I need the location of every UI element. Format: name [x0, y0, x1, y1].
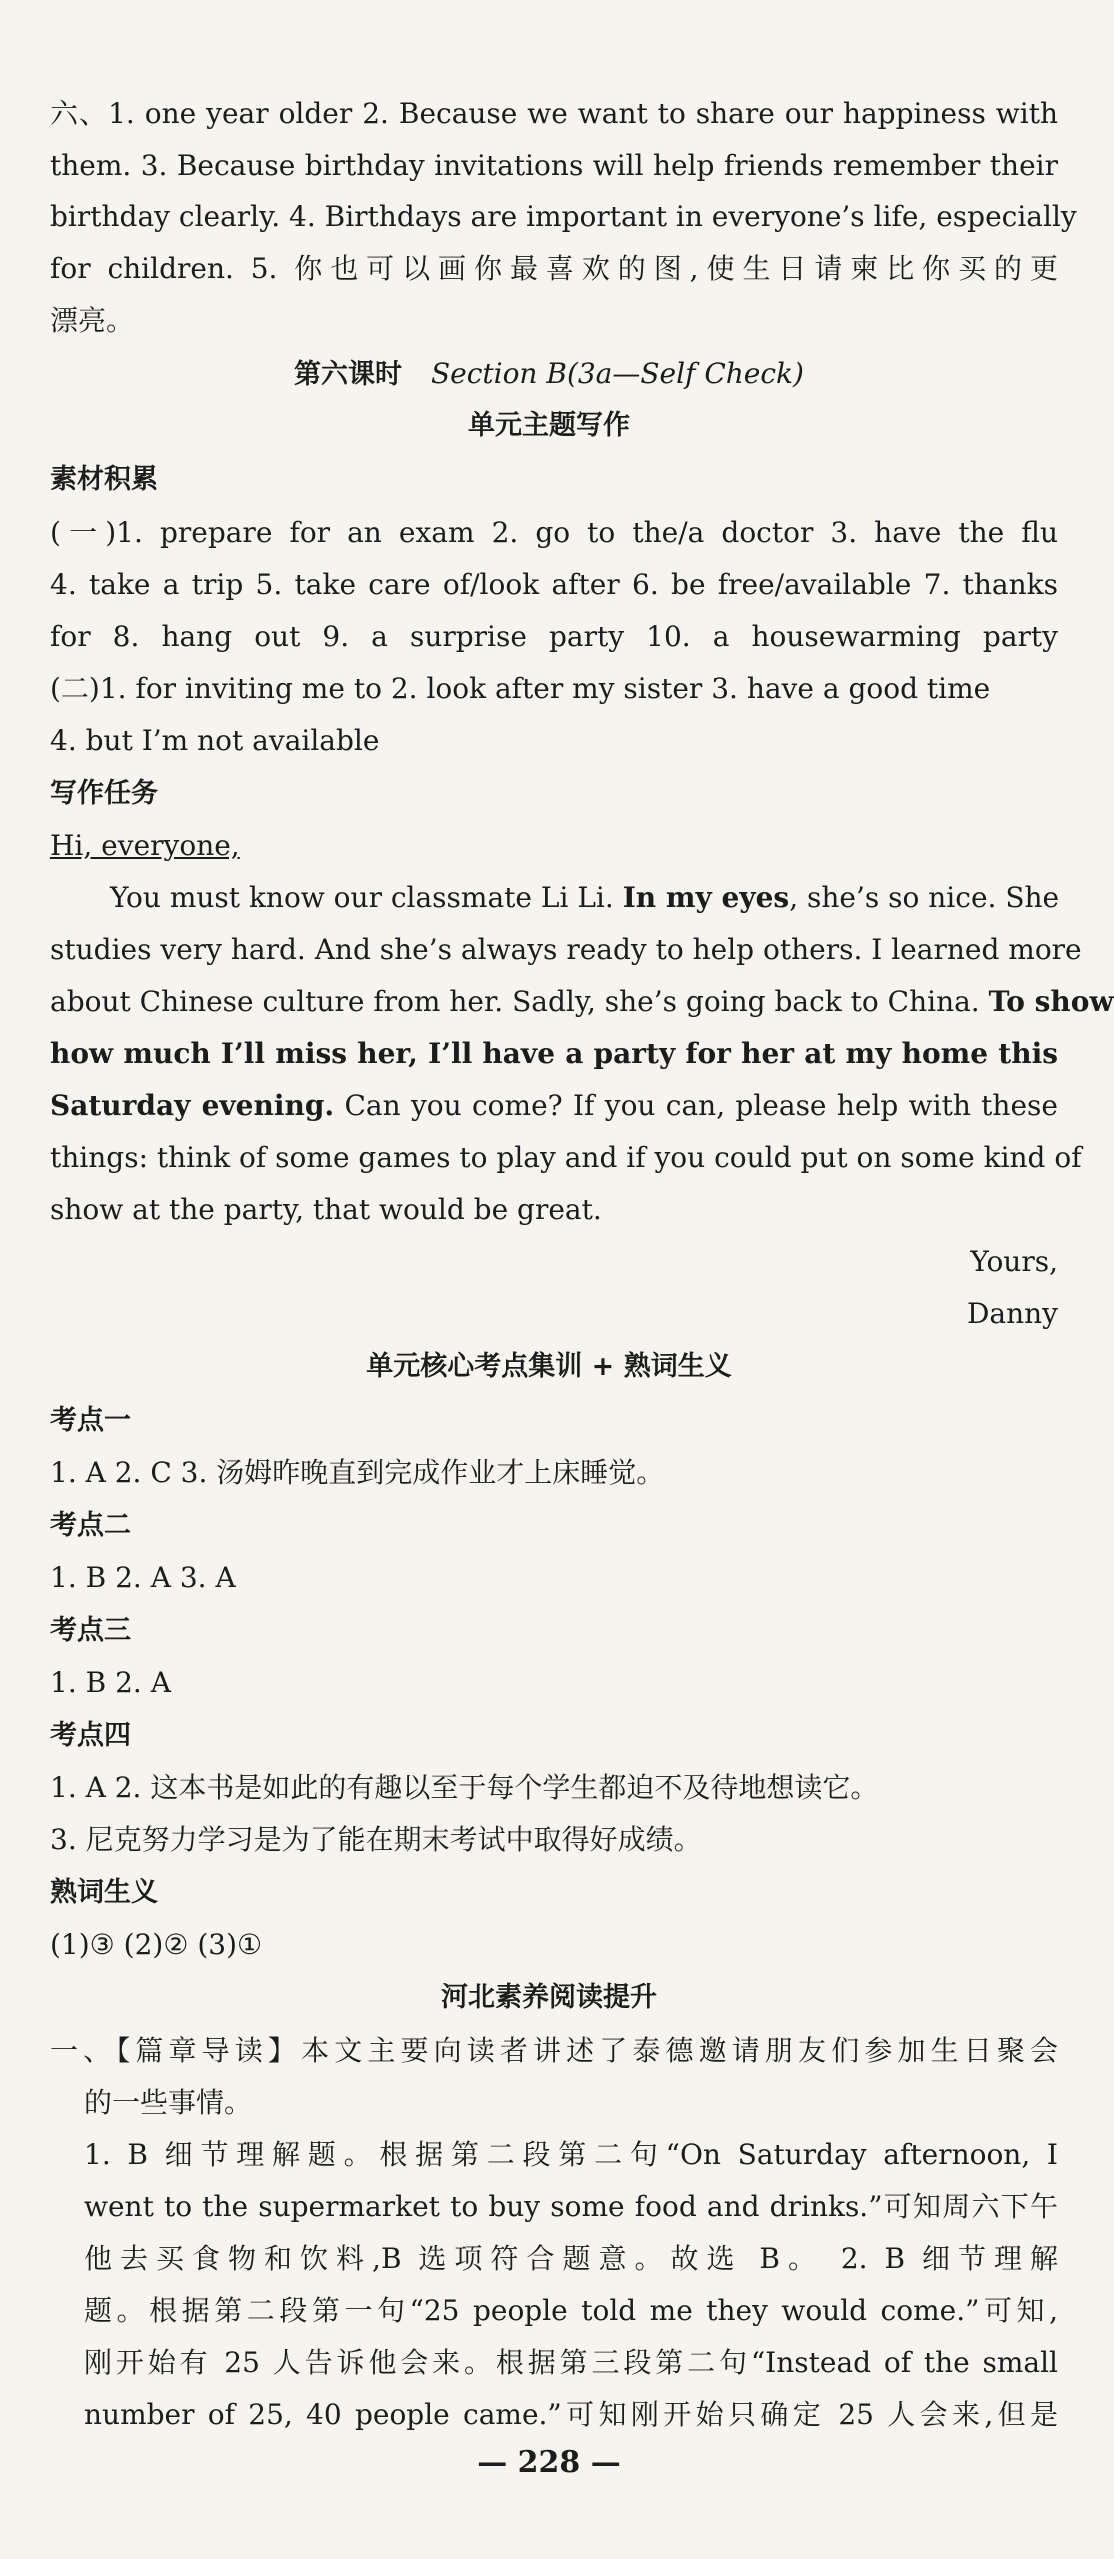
answer-line: 1. A 2. C 3. 汤姆昨晚直到完成作业才上床睡觉。 — [50, 1456, 665, 1489]
answer-line: (二)1. for inviting me to 2. look after my sister 3. have a good time — [50, 672, 991, 705]
lesson-section: Section B(3a—Self Check) — [430, 357, 804, 390]
subsection-title: 考点三 — [50, 1615, 131, 1646]
letter-text: , she’s so nice. She — [789, 881, 1060, 914]
answer-line: 1. B 细节理解题。根据第二段第二句“On Saturday afternoon, I — [84, 2138, 1058, 2171]
answer-line: 1. A 2. 这本书是如此的有趣以至于每个学生都迫不及待地想读它。 — [50, 1771, 879, 1804]
letter-line: things: think of some games to play and if you could put on some kind of — [50, 1141, 1082, 1174]
letter-greeting: Hi, everyone, — [50, 829, 240, 862]
answer-line: 1. B 2. A — [50, 1666, 171, 1699]
answer-line: went to the supermarket to buy some food and drinks.”可知周六下午 — [84, 2190, 1058, 2223]
letter-bold-text: To show — [988, 985, 1114, 1018]
answer-line: 六、1. one year older 2. Because we want to share our happiness with — [50, 97, 1058, 130]
answer-line: 4. take a trip 5. take care of/look after 6. be free/available 7. thanks — [50, 568, 1058, 601]
answer-line: birthday clearly. 4. Birthdays are important in everyone’s life, especially — [50, 200, 1077, 233]
letter-text: about Chinese culture from her. Sadly, she’s going back to China. — [50, 985, 980, 1018]
subsection-title: 熟词生义 — [50, 1877, 158, 1908]
answer-line: for 8. hang out 9. a surprise party 10. a housewarming party — [50, 620, 1058, 653]
answer-line: 1. B 2. A 3. A — [50, 1561, 236, 1594]
answer-line: 4. but I’m not available — [50, 724, 380, 757]
answer-line: 3. 尼克努力学习是为了能在期末考试中取得好成绩。 — [50, 1823, 702, 1856]
letter-line: studies very hard. And she’s always ready to help others. I learned more — [50, 933, 1082, 966]
section-title: 单元主题写作 — [468, 410, 630, 441]
section-title: 河北素养阅读提升 — [441, 1982, 657, 2013]
subsection-title: 写作任务 — [50, 778, 158, 809]
answer-line: (1)③ (2)② (3)① — [50, 1928, 263, 1961]
answer-line: 题。根据第二段第一句“25 people told me they would come.”可知, — [84, 2294, 1058, 2327]
letter-line: how much I’ll miss her, I’ll have a party for her at my home this — [50, 1037, 1058, 1070]
letter-line — [50, 1080, 1058, 1132]
letter-line: show at the party, that would be great. — [50, 1193, 602, 1226]
letter-closing: Yours, — [970, 1245, 1058, 1278]
subsection-title: 考点一 — [50, 1405, 131, 1436]
answer-line: 漂亮。 — [50, 304, 135, 337]
answer-line: 一、【篇章导读】本文主要向读者讲述了泰德邀请朋友们参加生日聚会 — [50, 2034, 1058, 2067]
letter-line — [110, 872, 1058, 924]
section-title: 单元核心考点集训 + 熟词生义 — [366, 1351, 732, 1382]
answer-line: number of 25, 40 people came.”可知刚开始只确定 25 人会来,但是 — [84, 2398, 1058, 2431]
letter-text: Can you come? If you can, please help with these — [344, 1089, 1058, 1122]
letter-bold-text: Saturday evening. — [50, 1089, 335, 1122]
page-number: — 228 — — [477, 2445, 621, 2480]
answer-line: 刚开始有 25 人告诉他会来。根据第三段第二句“Instead of the small — [84, 2346, 1058, 2379]
subsection-title: 考点二 — [50, 1510, 131, 1541]
answer-line: them. 3. Because birthday invitations will help friends remember their — [50, 149, 1058, 182]
answer-line: for children. 5. 你也可以画你最喜欢的图,使生日请柬比你买的更 — [50, 252, 1058, 285]
answer-line: (一)1. prepare for an exam 2. go to the/a doctor 3. have the flu — [50, 516, 1058, 549]
subsection-title: 考点四 — [50, 1720, 131, 1751]
answer-line: 他去买食物和饮料,B 选项符合题意。故选 B。 2. B 细节理解 — [84, 2242, 1058, 2275]
letter-bold-text: In my eyes — [622, 881, 790, 914]
letter-signature: Danny — [966, 1297, 1058, 1330]
letter-line — [50, 976, 1114, 1028]
answer-line: 的一些事情。 — [84, 2086, 253, 2119]
lesson-heading — [0, 348, 1098, 401]
subsection-title: 素材积累 — [50, 464, 158, 495]
lesson-number: 第六课时 — [294, 359, 403, 390]
letter-text: You must know our classmate Li Li. — [110, 881, 614, 914]
